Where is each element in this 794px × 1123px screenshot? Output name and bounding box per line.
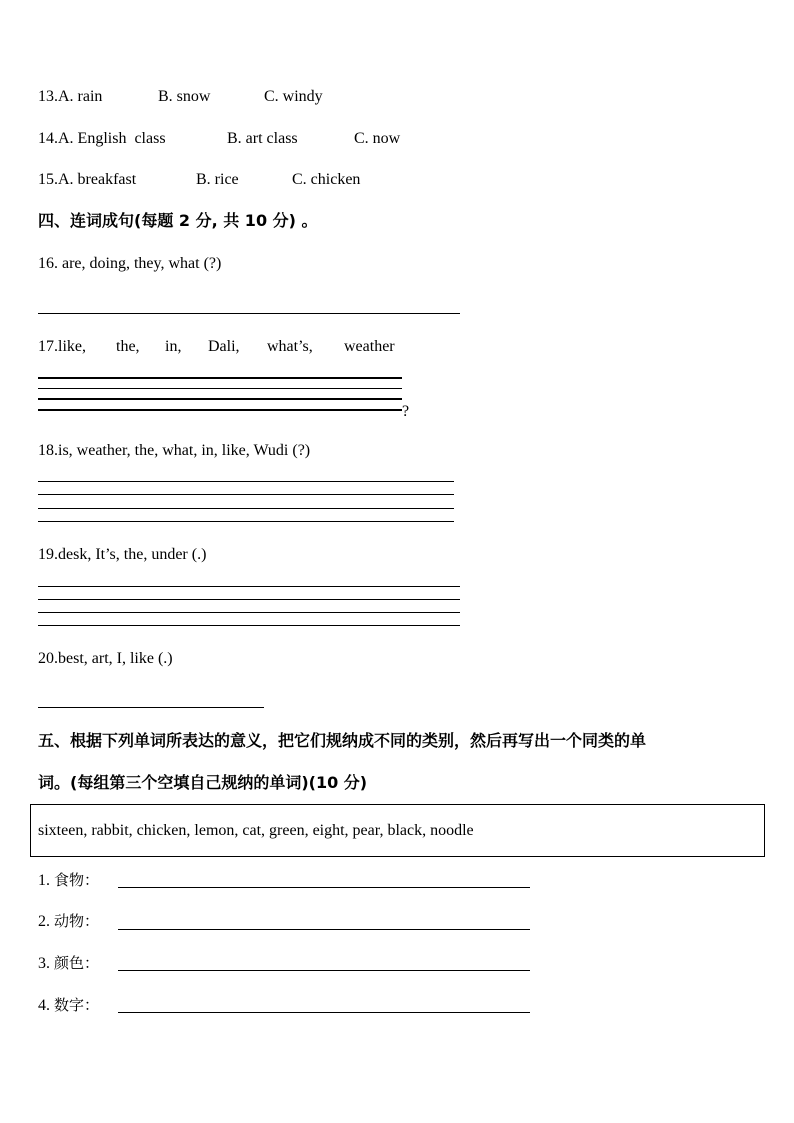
word: weather [344,338,395,355]
question-number: 15. [38,171,58,188]
option-a: A. breakfast [58,171,137,188]
section-5-title-line-2: 词。(每组第三个空填自己规纳的单词)(10 分) [38,773,368,792]
section-4-title: 四、连词成句(每题 2 分, 共 10 分) 。 [38,211,318,230]
question-16: 16. are, doing, they, what (?) [38,255,222,272]
word-box [30,804,765,857]
question-15 [38,170,136,190]
word: what’s, [267,338,313,355]
category-number: 4. [38,997,50,1014]
q14-option-c: C. now [354,130,401,147]
answer-line[interactable] [38,612,460,613]
answer-line[interactable] [38,377,402,379]
word: in, [165,338,182,355]
answer-line[interactable] [38,599,460,600]
answer-line[interactable] [38,625,460,626]
word: like, [58,338,86,355]
question-18: 18.is, weather, the, what, in, like, Wudi (?) [38,442,311,459]
question-14 [38,129,166,149]
category-label: 颜色： [54,954,100,972]
q13-option-b: B. snow [158,88,211,105]
question-17 [38,337,86,357]
q13-option-c: C. windy [264,88,323,105]
category-answer-line[interactable] [118,1012,530,1013]
answer-line[interactable] [38,388,402,389]
answer-line[interactable] [38,508,454,509]
category-label: 数字： [54,996,100,1014]
answer-line[interactable] [38,398,402,400]
category-1 [38,870,99,891]
category-number: 3. [38,955,50,972]
q14-option-b: B. art class [227,130,298,147]
answer-line[interactable] [38,494,454,495]
category-4 [38,995,99,1016]
category-number: 1. [38,872,50,889]
question-mark: ? [402,403,410,420]
section-5-title-line-1: 五、根据下列单词所表达的意义，把它们规纳成不同的类别，然后再写出一个同类的单 [38,731,647,750]
answer-line[interactable] [38,313,460,314]
question-number: 13. [38,88,58,105]
q15-option-b: B. rice [196,171,239,188]
question-20: 20.best, art, I, like (.) [38,650,173,667]
question-number: 14. [38,130,58,147]
question-number: 17. [38,338,58,355]
answer-line[interactable] [38,521,454,522]
answer-line[interactable] [38,586,460,587]
category-3 [38,953,99,974]
answer-line[interactable] [38,481,454,482]
category-answer-line[interactable] [118,887,530,888]
category-answer-line[interactable] [118,970,530,971]
q15-option-c: C. chicken [292,171,361,188]
question-13 [38,87,102,107]
option-a: A. rain [58,88,103,105]
question-19: 19.desk, It’s, the, under (.) [38,546,207,563]
category-label: 食物： [54,871,100,889]
category-number: 2. [38,913,50,930]
word: the, [116,338,140,355]
category-2 [38,911,99,932]
answer-line[interactable] [38,707,264,708]
word-box-text: sixteen, rabbit, chicken, lemon, cat, green, eight, pear, black, noodle [38,822,474,839]
category-answer-line[interactable] [118,929,530,930]
category-label: 动物： [54,912,100,930]
word: Dali, [208,338,240,355]
answer-line[interactable] [38,409,402,411]
option-a: A. English class [58,130,166,147]
